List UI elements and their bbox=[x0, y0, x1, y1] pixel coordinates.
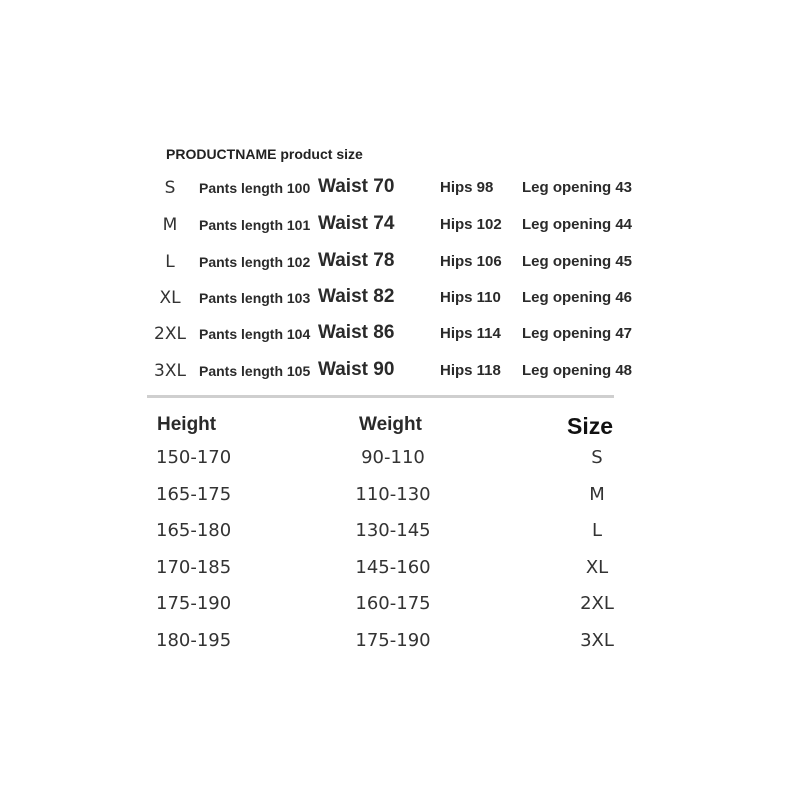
size-label: L bbox=[165, 252, 175, 272]
hips: Hips 98 bbox=[440, 179, 494, 196]
pants-length: Pants length 102 bbox=[199, 254, 311, 270]
size-label: XL bbox=[585, 557, 609, 578]
size-label: 3XL bbox=[154, 361, 186, 381]
hips: Hips 110 bbox=[440, 289, 501, 306]
weight-header: Weight bbox=[359, 414, 422, 435]
size-label: M bbox=[162, 215, 178, 235]
product-size-title: PRODUCTNAME product size bbox=[166, 146, 363, 162]
size-row bbox=[0, 175, 800, 205]
leg-opening: Leg opening 47 bbox=[522, 325, 633, 342]
waist: Waist 82 bbox=[318, 286, 395, 307]
size-row bbox=[0, 249, 800, 279]
fit-row bbox=[0, 557, 800, 587]
leg-opening: Leg opening 45 bbox=[522, 253, 633, 270]
section-divider bbox=[147, 395, 614, 398]
hips: Hips 114 bbox=[440, 325, 501, 342]
weight-range: 175-190 bbox=[355, 630, 431, 651]
waist: Waist 70 bbox=[318, 176, 395, 197]
size-label: S bbox=[591, 447, 603, 468]
weight-range: 160-175 bbox=[355, 593, 431, 614]
weight-range: 130-145 bbox=[355, 520, 431, 541]
size-label: 2XL bbox=[580, 593, 614, 614]
pants-length: Pants length 104 bbox=[199, 326, 311, 342]
size-label: L bbox=[591, 520, 603, 541]
size-row bbox=[0, 358, 800, 388]
size-row bbox=[0, 212, 800, 242]
size-label: M bbox=[589, 484, 605, 505]
hips: Hips 106 bbox=[440, 253, 502, 270]
pants-length: Pants length 103 bbox=[199, 290, 311, 306]
fit-row bbox=[0, 484, 800, 514]
fit-row bbox=[0, 593, 800, 623]
size-label: XL bbox=[159, 288, 181, 308]
size-row bbox=[0, 321, 800, 351]
waist: Waist 90 bbox=[318, 359, 395, 380]
leg-opening: Leg opening 48 bbox=[522, 362, 633, 379]
height-range: 180-195 bbox=[156, 630, 232, 651]
fit-row bbox=[0, 447, 800, 477]
height-range: 165-175 bbox=[156, 484, 232, 505]
height-range: 175-190 bbox=[156, 593, 232, 614]
size-label: S bbox=[164, 178, 176, 198]
hips: Hips 118 bbox=[440, 362, 501, 379]
fit-row bbox=[0, 520, 800, 550]
size-header: Size bbox=[567, 413, 614, 439]
height-range: 170-185 bbox=[156, 557, 232, 578]
leg-opening: Leg opening 46 bbox=[522, 289, 633, 306]
size-label: 2XL bbox=[154, 324, 186, 344]
size-row bbox=[0, 285, 800, 315]
size-label: 3XL bbox=[580, 630, 614, 651]
weight-range: 110-130 bbox=[355, 484, 431, 505]
fit-row bbox=[0, 630, 800, 660]
height-header: Height bbox=[157, 414, 217, 435]
leg-opening: Leg opening 43 bbox=[522, 179, 633, 196]
height-range: 165-180 bbox=[156, 520, 232, 541]
waist: Waist 74 bbox=[318, 213, 395, 234]
waist: Waist 86 bbox=[318, 322, 395, 343]
pants-length: Pants length 100 bbox=[199, 180, 311, 196]
weight-range: 145-160 bbox=[355, 557, 431, 578]
weight-range: 90-110 bbox=[361, 447, 425, 468]
pants-length: Pants length 105 bbox=[199, 363, 311, 379]
pants-length: Pants length 101 bbox=[199, 217, 311, 233]
waist: Waist 78 bbox=[318, 250, 395, 271]
hips: Hips 102 bbox=[440, 216, 502, 233]
leg-opening: Leg opening 44 bbox=[522, 216, 633, 233]
height-range: 150-170 bbox=[156, 447, 232, 468]
